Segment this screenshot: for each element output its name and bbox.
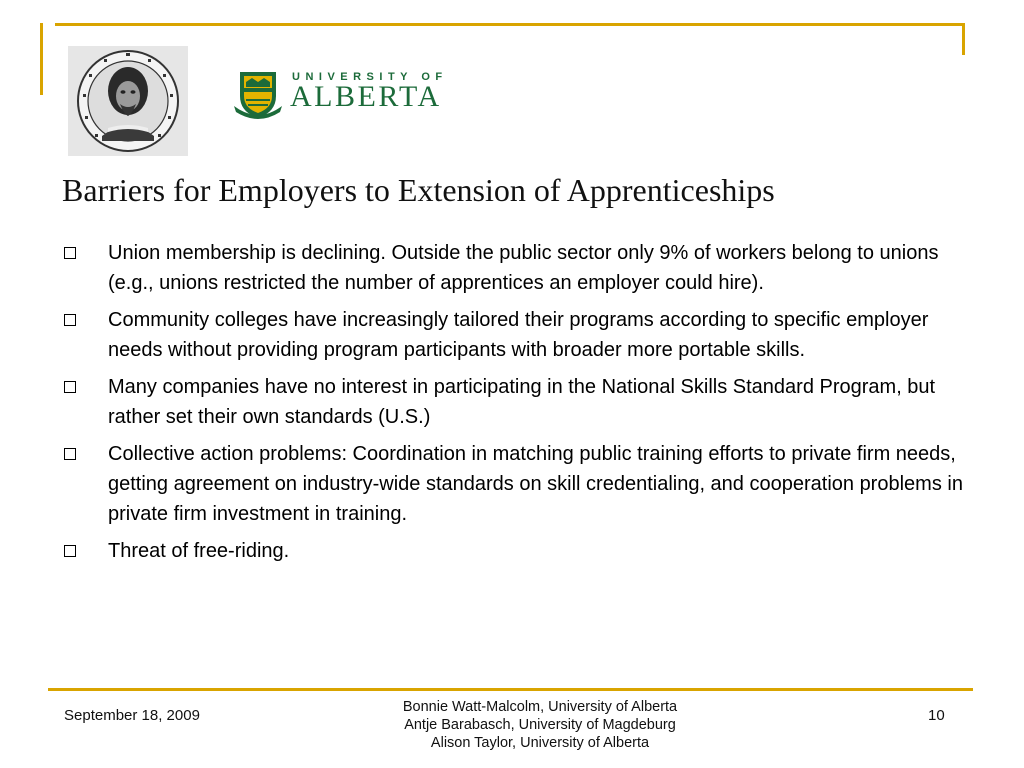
footer-author-line: Bonnie Watt-Malcolm, University of Alberta: [402, 699, 678, 715]
magdeburg-seal-logo: [68, 46, 188, 156]
hollow-square-icon: [64, 314, 76, 326]
bullet-item: [60, 238, 965, 298]
hollow-square-icon: [64, 381, 76, 393]
bullet-item: [60, 439, 965, 529]
hollow-square-icon: [64, 247, 76, 259]
footer-author-line: Antje Barabasch, University of Magdeburg: [404, 717, 676, 733]
slide-title: Barriers for Employers to Extension of Apprenticeships: [62, 172, 775, 208]
university-seal-icon: [68, 46, 188, 156]
footer-authors: [340, 698, 740, 752]
bullet-item: [60, 372, 965, 432]
hollow-square-icon: [64, 545, 76, 557]
logo-alberta-text: ALBERTA: [290, 80, 442, 113]
bullet-text: Union membership is declining. Outside the public sector only 9% of workers belong to unions (e.g., unions restricted the number of apprentices an employer could hire).: [108, 242, 939, 294]
hollow-square-icon: [64, 448, 76, 460]
bullet-text: Many companies have no interest in participating in the National Skills Standard Program, but rather set their own standards (U.S.): [108, 376, 936, 428]
alberta-crest-icon: [232, 68, 284, 122]
bottom-rule: [48, 688, 973, 691]
bullet-text: Community colleges have increasingly tailored their programs according to specific employer needs without providing program participants with broader more portable skills.: [108, 309, 929, 361]
footer-date: September 18, 2009: [64, 707, 200, 724]
university-of-alberta-logo: [232, 68, 452, 122]
footer-author-line: Alison Taylor, University of Alberta: [430, 735, 650, 751]
bullet-list: [60, 238, 965, 573]
left-rule: [40, 23, 43, 95]
top-rule: [55, 23, 965, 26]
bullet-text: Collective action problems: Coordination in matching public training efforts to private firm needs, getting agreement on industry-wide standards on skill credentialing, and cooperation problems in private firm investment in training.: [108, 443, 963, 525]
footer-page-number: 10: [928, 707, 945, 724]
right-rule: [962, 23, 965, 55]
bullet-item: [60, 536, 965, 566]
logo-university-of-text: UNIVERSITY OF: [292, 71, 448, 83]
bullet-text: Threat of free-riding.: [108, 540, 290, 562]
bullet-item: [60, 305, 965, 365]
